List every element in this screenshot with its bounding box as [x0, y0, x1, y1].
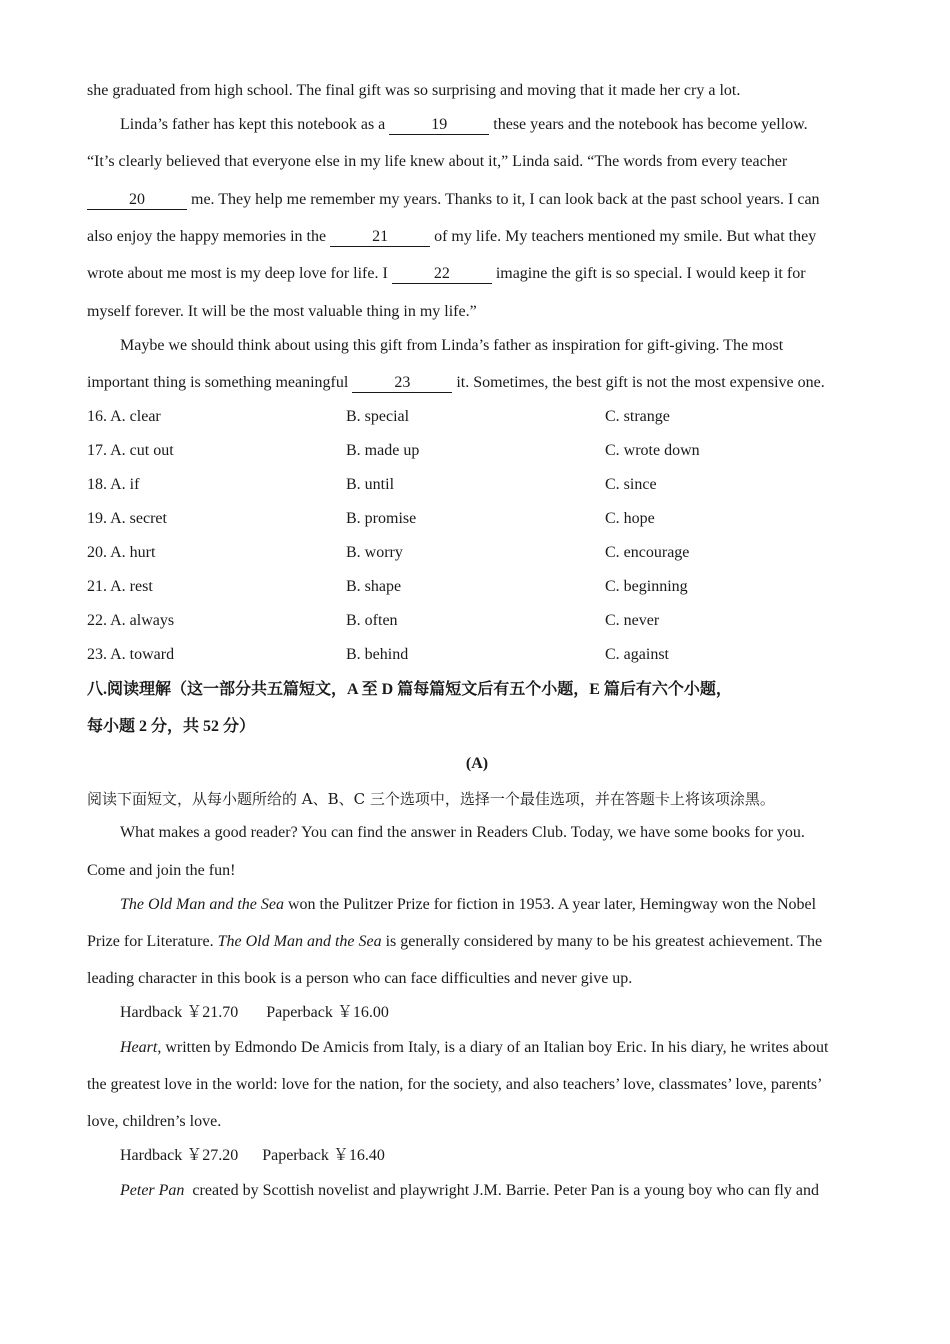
option-c[interactable]: C. since: [605, 476, 657, 493]
text-span: of my life. My teachers mentioned my smile. But what they: [434, 228, 817, 245]
text-span: Prize for Literature.: [87, 933, 214, 950]
option-c[interactable]: C. hope: [605, 510, 655, 527]
text-span: won the Pulitzer Prize for fiction in 1953. A year later, Hemingway won the Nobel: [287, 896, 817, 913]
passage-line: [87, 372, 825, 394]
option-b[interactable]: B. worry: [346, 544, 403, 561]
option-b[interactable]: B. promise: [346, 510, 417, 527]
text-span: wrote about me most is my deep love for life. I: [87, 265, 388, 282]
option-a[interactable]: 18. A. if: [87, 476, 140, 493]
blank-19[interactable]: 19: [389, 116, 489, 135]
option-c[interactable]: C. wrote down: [605, 442, 700, 459]
hardback-price: Hardback ￥21.70: [120, 1004, 239, 1021]
passage-line: myself forever. It will be the most valuable thing in my life.”: [87, 303, 477, 320]
option-c[interactable]: C. never: [605, 612, 660, 629]
hardback-price: Hardback ￥27.20: [120, 1147, 239, 1164]
reading-line: [120, 894, 816, 916]
text-span: these years and the notebook has become yellow.: [493, 116, 808, 133]
book-title: Heart: [120, 1039, 158, 1056]
option-a[interactable]: 22. A. always: [87, 612, 175, 629]
section-heading: 八.阅读理解（这一部分共五篇短文，A 至 D 篇每篇短文后有五个小题，E 篇后有六个小题，: [87, 681, 732, 698]
text-span: me. They help me remember my years. Thanks to it, I can look back at the past school years. I can: [191, 191, 820, 208]
option-a[interactable]: 19. A. secret: [87, 510, 167, 527]
text-span: created by Scottish novelist and playwright J.M. Barrie. Peter Pan is a young boy who can fly and: [192, 1182, 819, 1199]
passage-line: she graduated from high school. The final gift was so surprising and moving that it made her cry a lot.: [87, 82, 741, 99]
option-a[interactable]: 16. A. clear: [87, 408, 161, 425]
blank-23[interactable]: 23: [352, 374, 452, 393]
instruction-text: 阅读下面短文，从每小题所给的 A、B、C 三个选项中，选择一个最佳选项，并在答题卡上将该项涂黑。: [87, 790, 775, 808]
reading-line: Come and join the fun!: [87, 862, 236, 879]
option-b[interactable]: B. until: [346, 476, 395, 493]
passage-line: [87, 189, 820, 211]
reading-line: leading character in this book is a person who can face difficulties and never give up.: [87, 970, 633, 987]
passage-line: Maybe we should think about using this gift from Linda’s father as inspiration for gift-giving. The most: [120, 337, 784, 354]
reading-line: [87, 931, 822, 953]
text-span: imagine the gift is so special. I would keep it for: [495, 265, 806, 282]
blank-22[interactable]: 22: [392, 265, 492, 284]
text-span: also enjoy the happy memories in the: [87, 228, 327, 245]
option-a[interactable]: 17. A. cut out: [87, 442, 174, 459]
option-b[interactable]: B. special: [346, 408, 410, 425]
paperback-price: Paperback ￥16.00: [266, 1004, 389, 1021]
option-c[interactable]: C. against: [605, 646, 669, 663]
option-b[interactable]: B. made up: [346, 442, 420, 459]
text-span: , written by Edmondo De Amicis from Italy, is a diary of an Italian boy Eric. In his diary, he writes about: [157, 1039, 829, 1056]
book-title: The Old Man and the Sea: [217, 933, 382, 950]
reading-line: love, children’s love.: [87, 1113, 222, 1130]
option-a[interactable]: 23. A. toward: [87, 646, 175, 663]
text-span: is generally considered by many to be his greatest achievement. The: [385, 933, 823, 950]
option-a[interactable]: 20. A. hurt: [87, 544, 156, 561]
passage-line: “It’s clearly believed that everyone else in my life knew about it,” Linda said. “The words from every teacher: [87, 153, 788, 170]
blank-20[interactable]: 20: [87, 191, 187, 210]
reading-line: What makes a good reader? You can find the answer in Readers Club. Today, we have some books for you.: [120, 824, 805, 841]
paperback-price: Paperback ￥16.40: [262, 1147, 385, 1164]
reading-line: the greatest love in the world: love for the nation, for the society, and also teachers’ love, classmates’ love, parents’: [87, 1076, 823, 1093]
option-c[interactable]: C. encourage: [605, 544, 690, 561]
option-b[interactable]: B. shape: [346, 578, 402, 595]
price-line: [120, 1145, 385, 1167]
option-b[interactable]: B. often: [346, 612, 398, 629]
option-c[interactable]: C. strange: [605, 408, 670, 425]
text-span: it. Sometimes, the best gift is not the most expensive one.: [456, 374, 825, 391]
text-span: Linda’s father has kept this notebook as a: [120, 116, 386, 133]
option-b[interactable]: B. behind: [346, 646, 409, 663]
reading-line: [120, 1037, 828, 1059]
price-line: [120, 1002, 389, 1024]
passage-line: [87, 263, 806, 285]
text-span: important thing is something meaningful: [87, 374, 349, 391]
book-title: Peter Pan: [120, 1182, 185, 1199]
passage-line: [87, 226, 816, 248]
passage-line: [120, 114, 808, 136]
option-c[interactable]: C. beginning: [605, 578, 688, 595]
option-a[interactable]: 21. A. rest: [87, 578, 153, 595]
blank-21[interactable]: 21: [330, 228, 430, 247]
book-title: The Old Man and the Sea: [120, 896, 284, 913]
part-title: (A): [465, 755, 489, 772]
section-heading-cont: 每小题 2 分，共 52 分）: [87, 718, 256, 735]
reading-line: [120, 1180, 819, 1202]
